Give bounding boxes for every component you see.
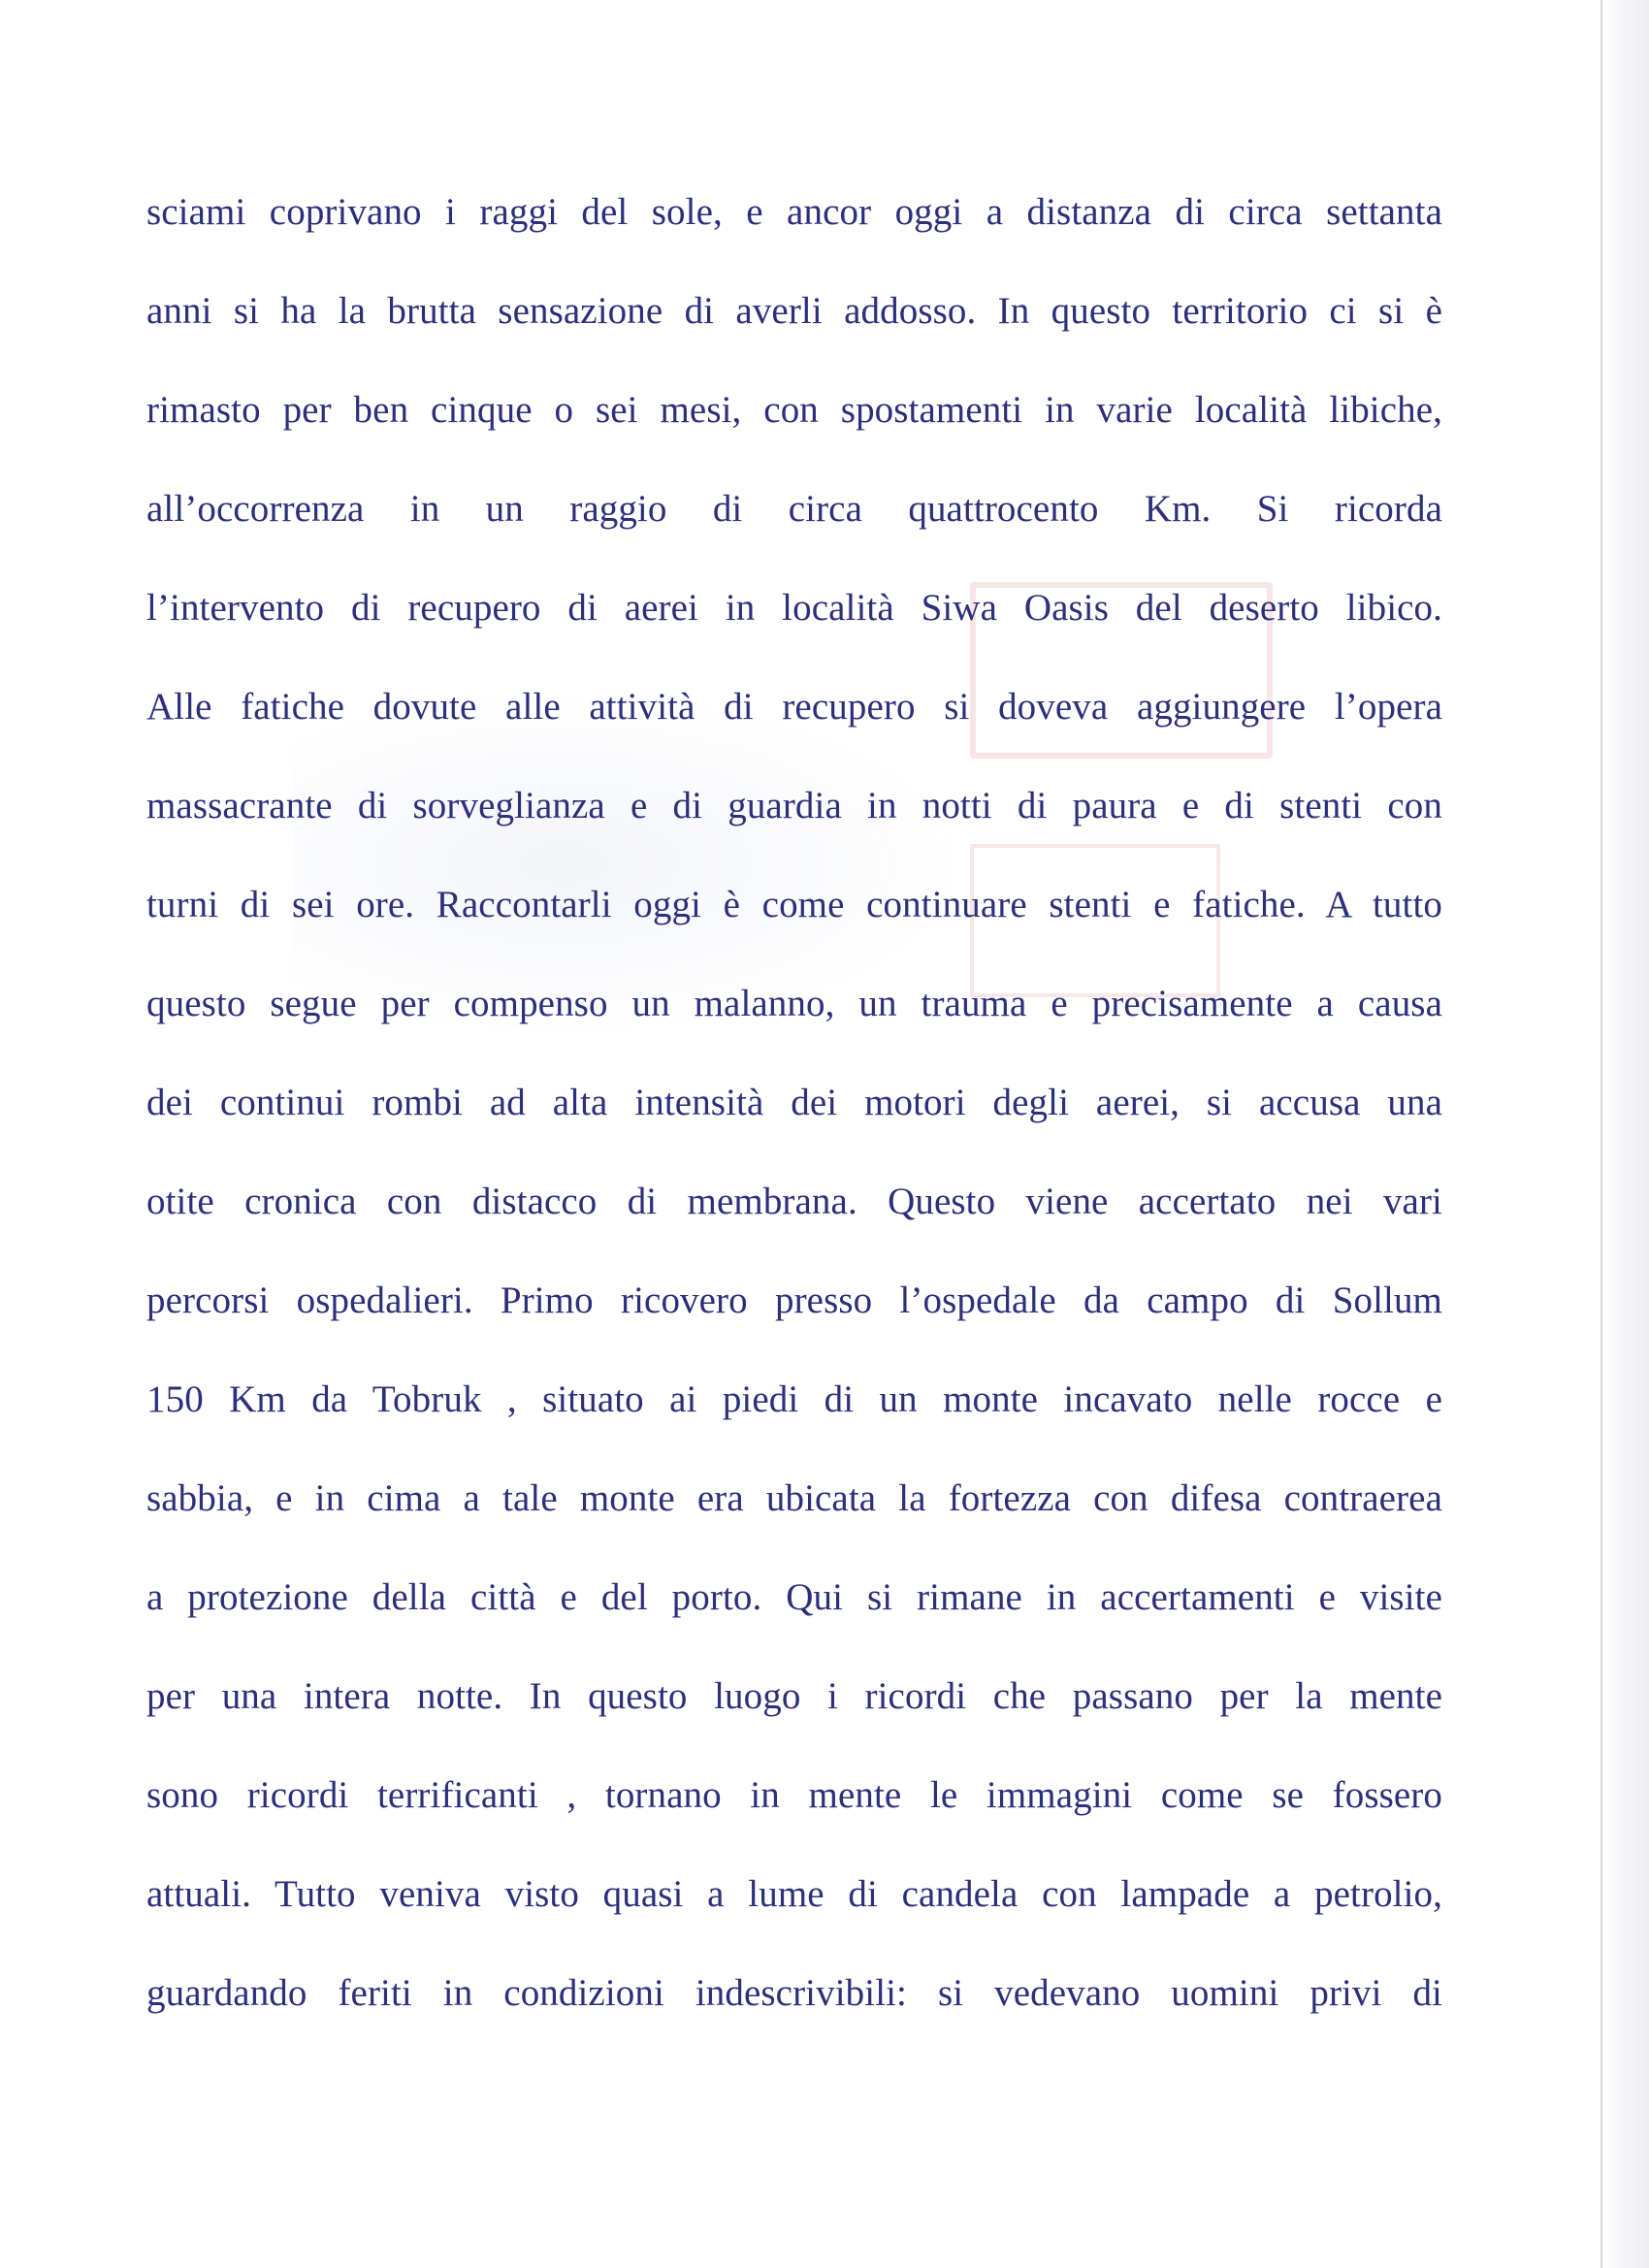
text-line: a protezione della città e del porto. Qui si rimane in accertamenti e visite <box>146 1576 1442 1618</box>
text-line: 150 Km da Tobruk , situato ai piedi di un monte incavato nelle rocce e <box>146 1378 1442 1420</box>
body-text <box>146 180 1442 2060</box>
text-line: turni di sei ore. Raccontarli oggi è come continuare stenti e fatiche. A tutto <box>146 884 1442 925</box>
text-line: sono ricordi terrificanti , tornano in mente le immagini come se fossero <box>146 1774 1442 1816</box>
text-line: otite cronica con distacco di membrana. Questo viene accertato nei vari <box>146 1181 1442 1222</box>
text-line: sabbia, e in cima a tale monte era ubicata la fortezza con difesa contraerea <box>146 1477 1442 1519</box>
text-line: massacrante di sorveglianza e di guardia in notti di paura e di stenti con <box>146 785 1442 826</box>
text-line: anni si ha la brutta sensazione di averli addosso. In questo territorio ci si è <box>146 290 1442 332</box>
text-line: sciami coprivano i raggi del sole, e ancor oggi a distanza di circa settanta <box>146 191 1442 233</box>
text-line: dei continui rombi ad alta intensità dei motori degli aerei, si accusa una <box>146 1082 1442 1123</box>
text-line: l’intervento di recupero di aerei in località Siwa Oasis del deserto libico. <box>146 587 1442 629</box>
text-line: percorsi ospedalieri. Primo ricovero presso l’ospedale da campo di Sollum <box>146 1280 1442 1321</box>
text-line: all’occorrenza in un raggio di circa quattrocento Km. Si ricorda <box>146 488 1442 530</box>
text-line: questo segue per compenso un malanno, un trauma e precisamente a causa <box>146 983 1442 1024</box>
text-line: guardando feriti in condizioni indescrivibili: si vedevano uomini privi di <box>146 1972 1442 2014</box>
scan-edge-shadow <box>1602 0 1649 2268</box>
text-line: rimasto per ben cinque o sei mesi, con spostamenti in varie località libiche, <box>146 389 1442 431</box>
text-line: Alle fatiche dovute alle attività di recupero si doveva aggiungere l’opera <box>146 686 1442 728</box>
text-line: attuali. Tutto veniva visto quasi a lume di candela con lampade a petrolio, <box>146 1873 1442 1915</box>
text-line: per una intera notte. In questo luogo i ricordi che passano per la mente <box>146 1675 1442 1717</box>
